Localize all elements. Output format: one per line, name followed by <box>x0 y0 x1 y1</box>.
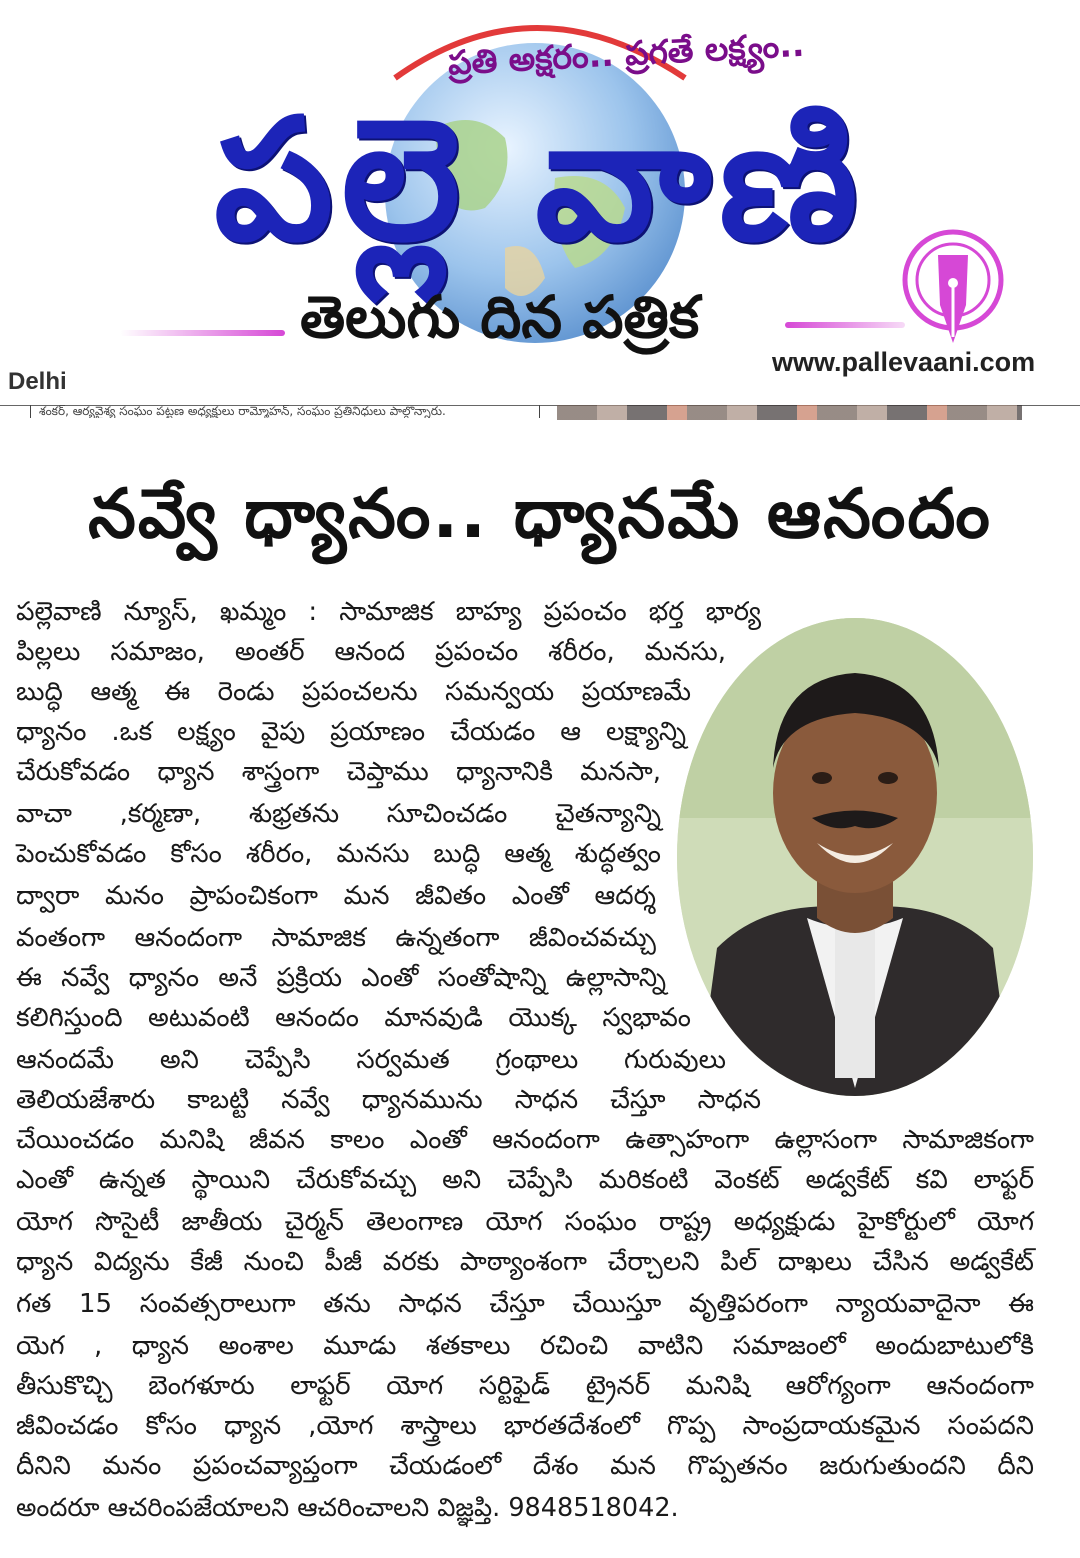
article-line: పిల్లలు సమాజం, అంతర్ ఆనంద ప్రపంచం శరీరం, మనసు, <box>16 637 726 667</box>
article-line: తీసుకొచ్చి బెంగళూరు లాఫ్టర్ యోగ సర్టిఫైడ్ ట్రైనర్ మనిషి ఆరోగ్యంగా ఆనందంగా <box>16 1371 1034 1401</box>
clipped-caption: శంకర్, ఆర్యవైశ్య సంఘం పట్టణ అధ్యక్షులు రామ్మోహన్, సంఘం ప్రతినిధులు పాల్గొన్నారు. <box>30 405 540 418</box>
article-line: యెగ , ధ్యాన అంశాల మూడు శతకాలు రచించి వాటిని సమాజంలో అందుబాటులోకి <box>16 1331 1034 1361</box>
article-line: పల్లెవాణి న్యూస్, ఖమ్మం : సామాజిక బాహ్య ప్రపంచం భర్త భార్య <box>16 597 761 627</box>
article-line: దీనిని మనం ప్రపంచవ్యాప్తంగా చేయడంలో దేశం మన గొప్పతనం జరుగుతుందని దీని <box>16 1451 1034 1481</box>
article-line: తెలియజేశారు కాబట్టి నవ్వే ధ్యానమును సాధన చేస్తూ సాధన <box>16 1085 761 1115</box>
article-line: వంతంగా ఆనందంగా సామాజిక ఉన్నతంగా జీవించవచ్చు <box>16 923 656 953</box>
article-line: ధ్యాన విద్యను కేజీ నుంచి పీజీ వరకు పాఠ్యాంశంగా చేర్చాలని పిల్ దాఖలు చేసిన అడ్వకేట్ <box>16 1247 1034 1277</box>
article-line: కలిగిస్తుంది అటువంటి ఆనందం మానవుడి యొక్క స్వభావం <box>16 1003 691 1033</box>
article-line: చేరుకోవడం ధ్యాన శాస్త్రంగా చెప్తాము ధ్యానానికి మనసా, <box>16 757 661 787</box>
website-url: www.pallevaani.com <box>772 347 1036 377</box>
article-line: గత 15 సంవత్సరాలుగా తను సాధన చేస్తూ చేయిస్తూ వృత్తిపరంగా న్యాయవాదైనా ఈ <box>16 1289 1034 1319</box>
article-line: ద్వారా మనం ప్రాపంచికంగా మన జీవితం ఎంతో ఆదర్శ <box>16 881 656 911</box>
article-line: అందరూ ఆచరింపజేయాలని ఆచరించాలని విజ్ఞప్తి. 9848518042. <box>16 1493 679 1523</box>
article-line: ఈ నవ్వే ధ్యానం అనే ప్రక్రియ ఎంతో సంతోషాన్ని ఉల్లాసాన్ని <box>16 963 666 993</box>
article-line: జీవించడం కోసం ధ్యాన ,యోగ శాస్త్రాలు భారతదేశంలో గొప్ప సాంప్రదాయకమైన సంపదని <box>16 1411 1034 1441</box>
tagline: ప్రతి అక్షరం.. ప్రగతే లక్ష్యం.. <box>447 24 806 83</box>
newspaper-brand: పల్లె వాణి <box>214 82 866 278</box>
article-line: ఆనందమే అని చెప్పేసి సర్వమత గ్రంథాలు గురువులు <box>16 1045 726 1075</box>
article-line: పెంచుకోవడం కోసం శరీరం, మనసు బుద్ధి ఆత్మ శుద్ధత్వం <box>16 839 661 869</box>
article-line: వాచా ,కర్మణా, శుభ్రతను సూచించడం చైతన్యాన్ని <box>16 799 661 829</box>
article-line: చేయించడం మనిషి జీవన కాలం ఎంతో ఆనందంగా ఉత్సాహంగా ఉల్లాసంగా సామాజికంగా <box>16 1125 1034 1155</box>
newspaper-subtitle: తెలుగు దిన పత్రిక <box>300 283 700 351</box>
article-headline: నవ్వే ధ్యానం.. ధ్యానమే ఆనందం <box>88 475 992 554</box>
article-line: ధ్యానం .ఒక లక్ష్యం వైపు ప్రయాణం చేయడం ఆ లక్ష్యాన్ని <box>16 717 686 747</box>
article-line: ఎంతో ఉన్నత స్థాయిని చేరుకోవచ్చు అని చెప్పేసి మరికంటి వెంకట్ అడ్వకేట్ కవి లాఫ్టర్ <box>16 1165 1034 1195</box>
article-line: యోగ సొసైటీ జాతీయ చైర్మన్ తెలంగాణ యోగ సంఘం రాష్ట్ర అధ్యక్షుడు హైకోర్టులో యోగ <box>16 1207 1034 1237</box>
edition-label: Delhi <box>8 368 67 395</box>
article-line: బుద్ధి ఆత్మ ఈ రెండు ప్రపంచలను సమన్వయ ప్రయాణమే <box>16 677 691 707</box>
